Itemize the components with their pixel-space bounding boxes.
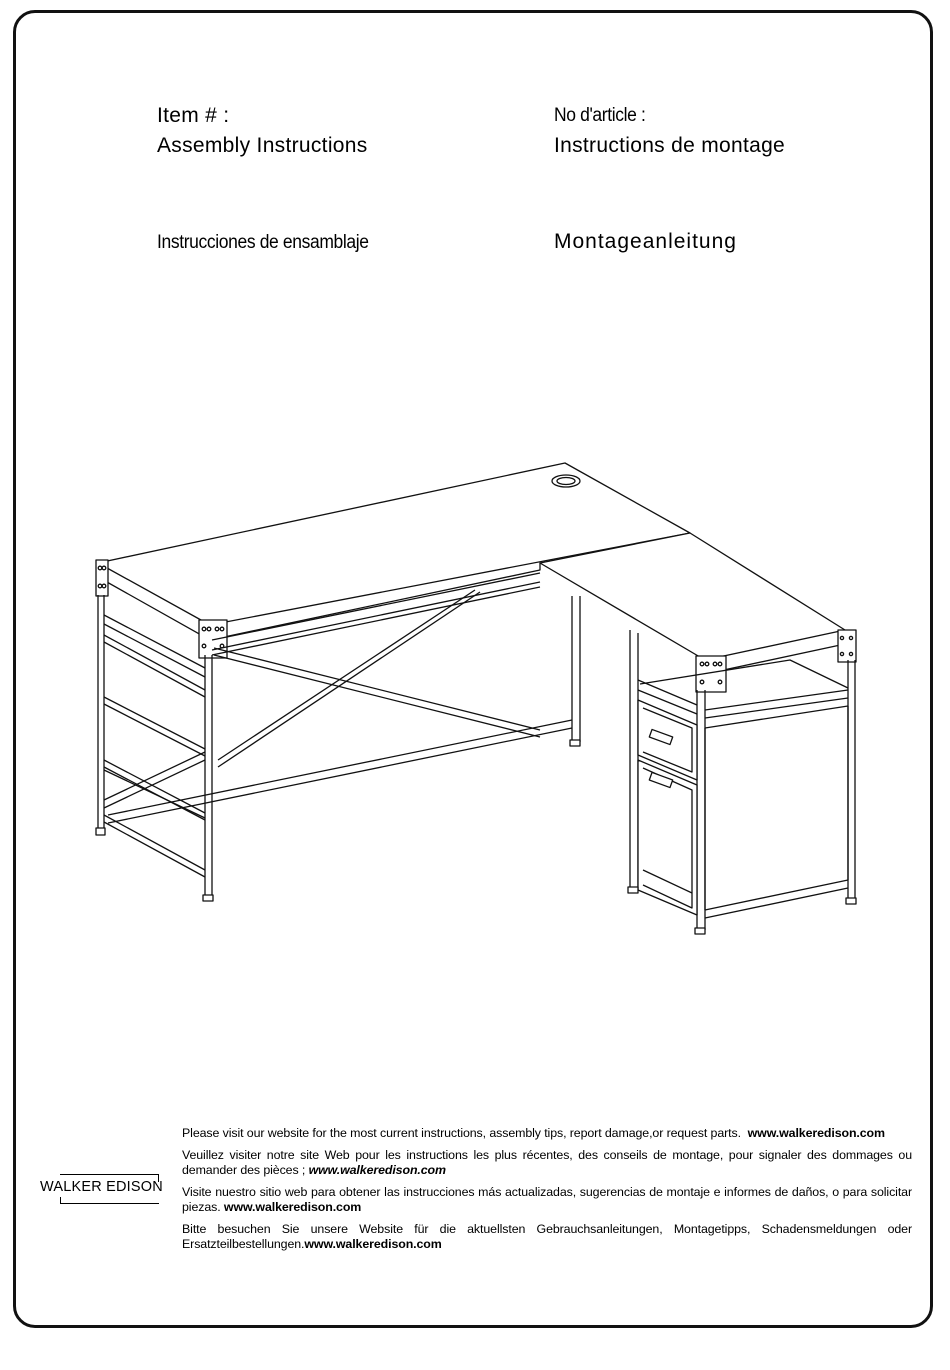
assembly-instructions-de: Montageanleitung bbox=[554, 230, 737, 253]
website-link-en[interactable]: www.walkeredison.com bbox=[747, 1126, 885, 1140]
note-es bbox=[182, 1185, 912, 1215]
item-number-label-en: Item # : bbox=[157, 104, 230, 127]
logo-text: WALKER EDISON bbox=[40, 1179, 163, 1195]
assembly-instructions-es: Instrucciones de ensamblaje bbox=[157, 232, 369, 253]
note-fr-text: Veuillez visiter notre site Web pour les instructions les plus récentes, des conseils de montage, pour signaler des dommages ou demander des pièces ; bbox=[182, 1148, 912, 1177]
note-en-text: Please visit our website for the most current instructions, assembly tips, report damage,or request parts. bbox=[182, 1126, 741, 1140]
item-number-label-fr: No d'article : bbox=[554, 105, 646, 126]
note-de-text: Bitte besuchen Sie unsere Website für die aktuellsten Gebrauchsanleitungen, Montagetipps, Schadensmeldungen oder Ersatzteilbestellungen. bbox=[182, 1222, 912, 1251]
note-de bbox=[182, 1222, 912, 1252]
walker-edison-logo bbox=[40, 1170, 163, 1208]
notes-block bbox=[182, 1126, 912, 1259]
note-es-text: Visite nuestro sitio web para obtener las instrucciones más actualizadas, sugerencias de montaje e informes de daños, o para solicitar piezas. bbox=[182, 1185, 912, 1214]
note-fr bbox=[182, 1148, 912, 1178]
assembly-instructions-en: Assembly Instructions bbox=[157, 134, 368, 157]
website-link-de[interactable]: www.walkeredison.com bbox=[304, 1237, 442, 1251]
assembly-instructions-fr: Instructions de montage bbox=[554, 134, 786, 157]
logo-bracket-bottom bbox=[60, 1197, 159, 1204]
website-link-es[interactable]: www.walkeredison.com bbox=[223, 1200, 362, 1214]
note-en bbox=[182, 1126, 912, 1141]
website-link-fr[interactable]: www.walkeredison.com bbox=[308, 1163, 446, 1177]
l-shaped-desk-icon bbox=[80, 455, 870, 940]
